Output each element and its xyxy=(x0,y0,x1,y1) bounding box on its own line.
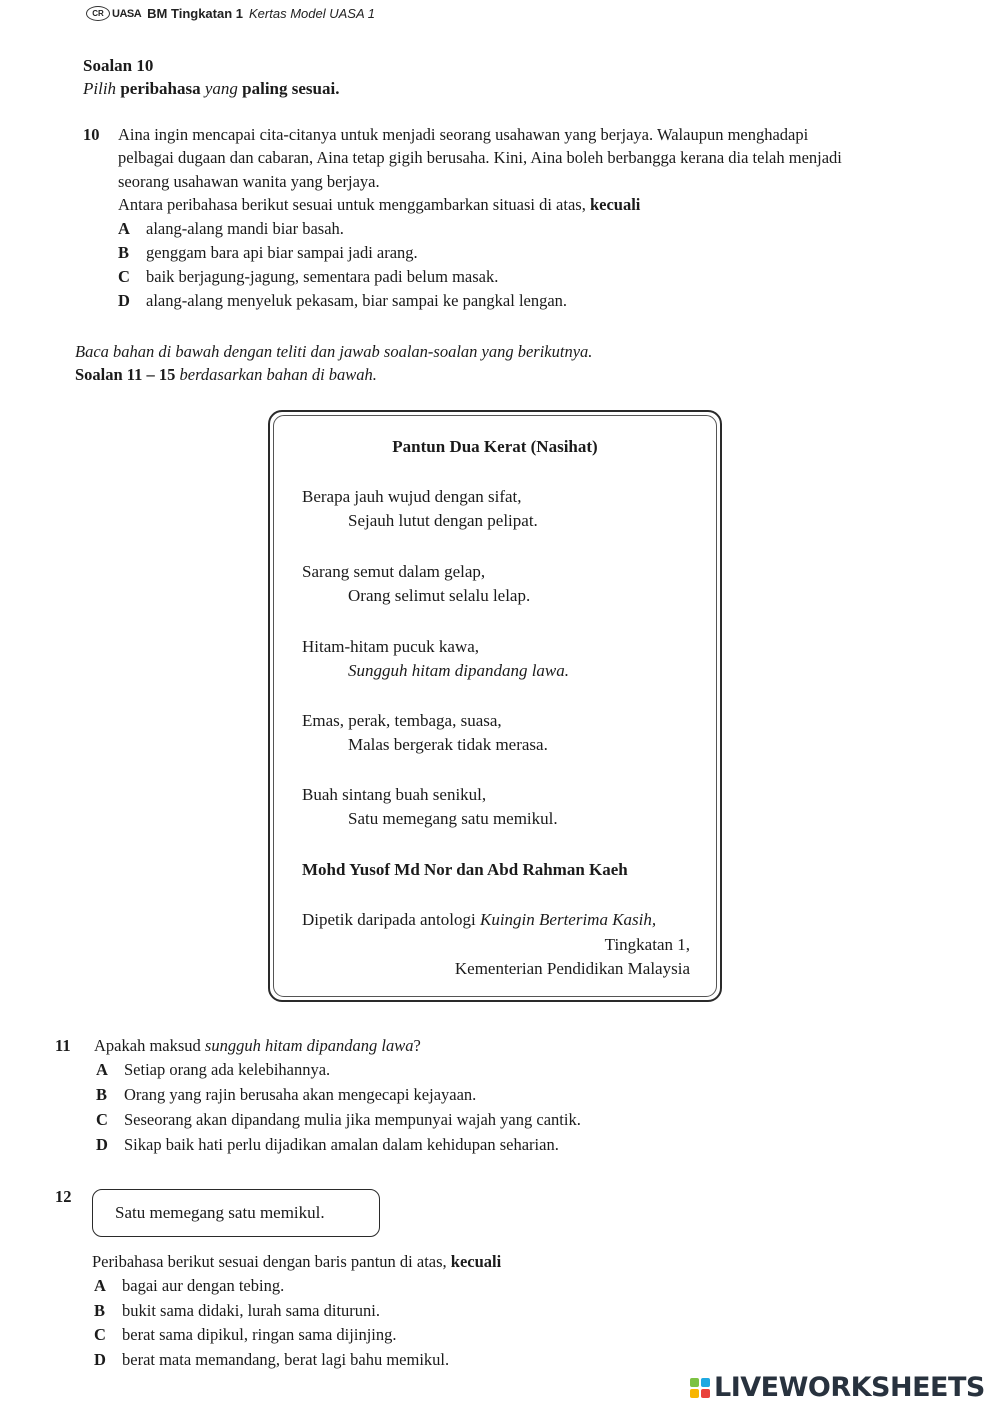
poem-source-line2: Tingkatan 1, xyxy=(604,935,690,954)
reading-range: Soalan 11 – 15 berdasarkan bahan di bawah. xyxy=(75,365,377,384)
q12-option-c[interactable]: C berat sama dipikul, ringan sama dijinjing. xyxy=(94,1325,397,1344)
q10-option-d[interactable]: D alang-alang menyeluk pekasam, biar sampai ke pangkal lengan. xyxy=(118,291,568,310)
poem-line-highlight: Sungguh hitam dipandang lawa. xyxy=(348,661,570,680)
poem-line: Satu memegang satu memikul. xyxy=(348,809,558,828)
publisher-logo xyxy=(86,6,141,21)
section-heading-q10: Soalan 10 xyxy=(83,56,154,75)
poem-authors: Mohd Yusof Md Nor dan Abd Rahman Kaeh xyxy=(302,860,628,879)
q10-option-b[interactable]: B genggam bara api biar sampai jadi arang. xyxy=(118,243,418,262)
q11-option-b[interactable]: B Orang yang rajin berusaha akan mengecapi kejayaan. xyxy=(96,1085,477,1104)
q11-option-c[interactable]: C Seseorang akan dipandang mulia jika mempunyai wajah yang cantik. xyxy=(96,1110,581,1129)
poem-line: Malas bergerak tidak merasa. xyxy=(348,735,548,754)
page-header xyxy=(86,6,375,21)
poem-title: Pantun Dua Kerat (Nasihat) xyxy=(392,437,598,456)
q10-option-c[interactable]: C baik berjagung-jagung, sementara padi belum masak. xyxy=(118,267,499,286)
poem-line: Berapa jauh wujud dengan sifat, xyxy=(302,487,522,506)
reading-instruction: Baca bahan di bawah dengan teliti dan jawab soalan-soalan yang berikutnya. xyxy=(75,342,593,361)
header-title: BM Tingkatan 1 xyxy=(147,6,244,21)
poem-line: Sarang semut dalam gelap, xyxy=(302,562,486,581)
q10-stem-line1: Aina ingin mencapai cita-citanya untuk menjadi seorang usahawan yang berjaya. Walaupun menghadapi xyxy=(118,125,809,144)
question-number-10: 10 xyxy=(83,125,100,144)
poem-line: Sejauh lutut dengan pelipat. xyxy=(348,511,538,530)
logo-suffix: UASA xyxy=(112,7,142,20)
poem-source-line3: Kementerian Pendidikan Malaysia xyxy=(454,959,690,978)
header-subtitle: Kertas Model UASA 1 xyxy=(249,6,375,21)
logo-mark: CR xyxy=(86,6,110,21)
q12-option-a[interactable]: A bagai aur dengan tebing. xyxy=(94,1276,285,1295)
question-number-11: 11 xyxy=(55,1036,71,1055)
q12-option-b[interactable]: B bukit sama didaki, lurah sama dituruni. xyxy=(94,1301,380,1320)
section-instruction: Pilih peribahasa yang paling sesuai. xyxy=(83,79,340,98)
q11-option-a[interactable]: A Setiap orang ada kelebihannya. xyxy=(96,1060,331,1079)
q12-quote: Satu memegang satu memikul. xyxy=(115,1203,325,1222)
liveworksheets-logo-icon xyxy=(690,1378,710,1398)
poem-line: Hitam-hitam pucuk kawa, xyxy=(302,637,480,656)
q11-stem: Apakah maksud sungguh hitam dipandang lawa? xyxy=(94,1036,421,1055)
q10-stem-line3: seorang usahawan wanita yang berjaya. xyxy=(118,172,380,191)
q12-option-d[interactable]: D berat mata memandang, berat lagi bahu memikul. xyxy=(94,1350,450,1369)
poem-line: Emas, perak, tembaga, suasa, xyxy=(302,711,502,730)
question-number-12: 12 xyxy=(55,1187,72,1206)
q11-option-d[interactable]: D Sikap baik hati perlu dijadikan amalan dalam kehidupan seharian. xyxy=(96,1135,559,1154)
poem-line: Buah sintang buah senikul, xyxy=(302,785,487,804)
q10-option-a[interactable]: A alang-alang mandi biar basah. xyxy=(118,219,344,238)
liveworksheets-text: LIVEWORKSHEETS xyxy=(714,1372,985,1403)
q10-prompt: Antara peribahasa berikut sesuai untuk menggambarkan situasi di atas, kecuali xyxy=(118,195,641,214)
poem-line: Orang selimut selalu lelap. xyxy=(348,586,531,605)
q12-prompt: Peribahasa berikut sesuai dengan baris pantun di atas, kecuali xyxy=(92,1252,502,1271)
q12-quote-box xyxy=(92,1189,380,1237)
q10-stem-line2: pelbagai dugaan dan cabaran, Aina tetap gigih berusaha. Kini, Aina boleh berbangga kerana dia telah menjadi xyxy=(118,148,842,167)
liveworksheets-watermark[interactable] xyxy=(690,1372,985,1403)
poem-source: Dipetik daripada antologi Kuingin Berterima Kasih, xyxy=(302,910,657,929)
